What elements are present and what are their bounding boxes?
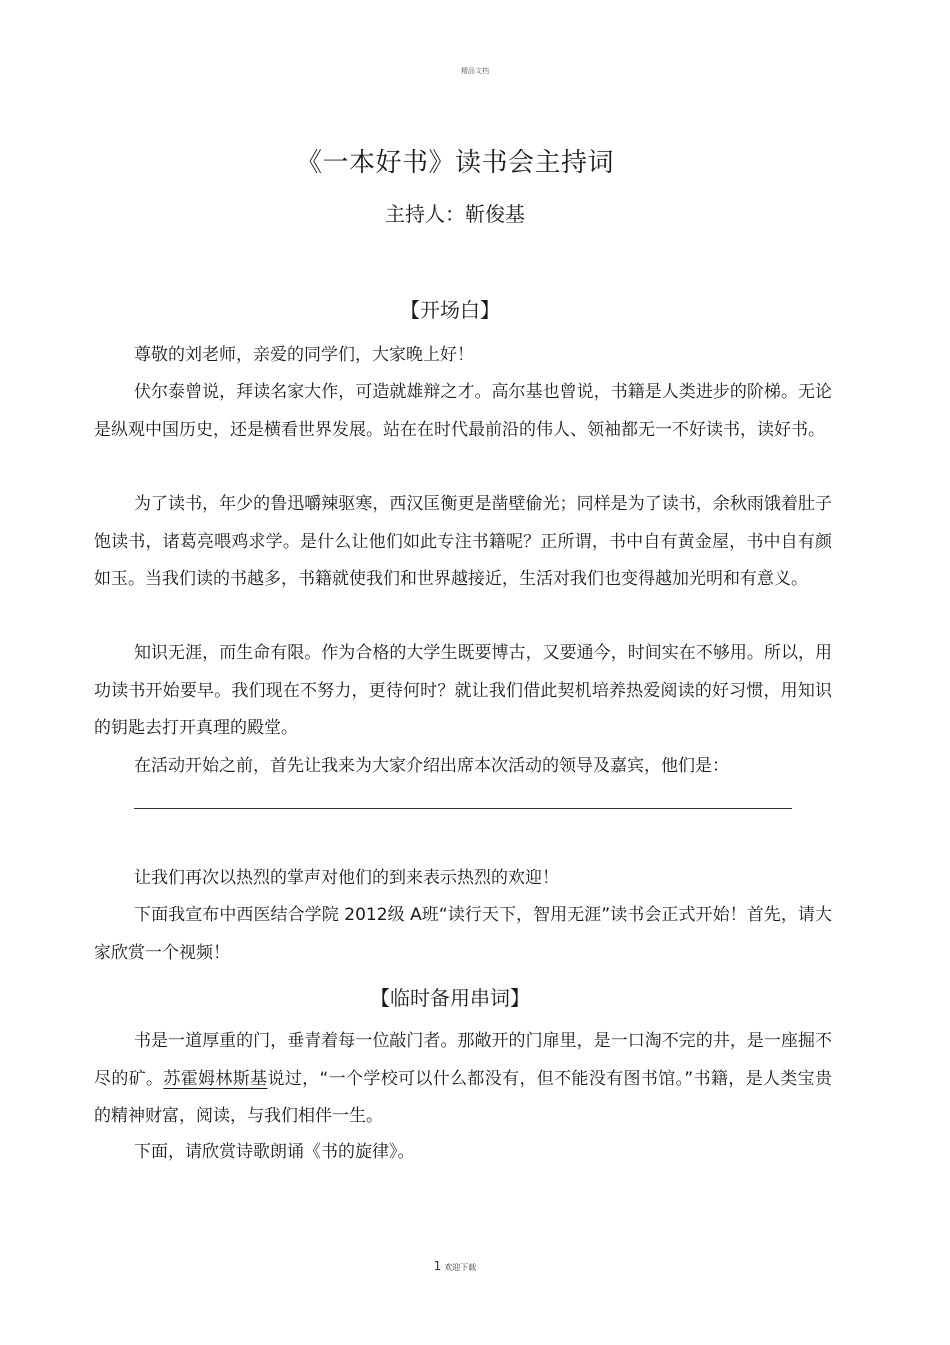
underlined-name: 苏霍姆林斯基 <box>163 1068 268 1089</box>
footer-label: 欢迎下载 <box>444 1263 477 1272</box>
page-title: 《一本好书》读书会主持词 <box>295 148 614 178</box>
page-number: 1 <box>433 1259 442 1273</box>
host-line: 主持人：靳俊基 <box>385 202 525 226</box>
text-segment: 说过，“一个学校可以什么都没有，但不能没有图书馆。”书籍，是人类宝贵的精神财富，阅读，与我们相伴一生。 <box>94 1068 832 1126</box>
paragraph-guest-intro: 在活动开始之前，首先让我来为大家介绍出席本次活动的领导及嘉宾，他们是： <box>134 756 729 776</box>
paragraph-examples: 为了读书，年少的鲁迅嚼辣驱寒，西汉匡衡更是凿壁偷光；同样是为了读书，余秋雨饿着肚子饱读书，诸葛亮喂鸡求学。是什么让他们如此专注书籍呢？正所谓，书中自有黄金屋，书中自有颜如玉。当我们读的书越多，书籍就使我们和世界越接近，生活对我们也变得越加光明和有意义。 <box>94 494 832 589</box>
paragraph-poem-intro: 下面，请欣赏诗歌朗诵《书的旋律》。 <box>134 1142 415 1162</box>
text-segment: 书是一道厚重的门，垂青着每一位敲门者。那敞开的门扉里，是一口淘不完的井，是一座掘不尽的矿。 <box>94 1031 832 1089</box>
section-heading-backup: 【临时备用串词】 <box>370 986 530 1010</box>
page-footer <box>0 1259 910 1273</box>
blank-fill-line <box>134 808 792 809</box>
paragraph-greeting: 尊敬的刘老师，亲爱的同学们，大家晚上好！ <box>134 345 474 365</box>
header-note: 精品文档 <box>461 67 489 75</box>
paragraph-quotes: 伏尔泰曾说，拜读名家大作，可造就雄辩之才。高尔基也曾说，书籍是人类进步的阶梯。无论是纵观中国历史，还是横看世界发展。站在在时代最前沿的伟人、领袖都无一不好读书，读好书。 <box>94 382 832 440</box>
paragraph-announcement: 下面我宣布中西医结合学院 2012级 A班“读行天下，智用无涯”读书会正式开始！首先，请大家欣赏一个视频！ <box>94 905 832 963</box>
paragraph-book-door <box>94 1023 832 1136</box>
paragraph-knowledge: 知识无涯，而生命有限。作为合格的大学生既要博古，又要通今，时间实在不够用。所以，用功读书开始要早。我们现在不努力，更待何时？就让我们借此契机培养热爱阅读的好习惯，用知识的钥匙去打开真理的殿堂。 <box>94 643 832 738</box>
paragraph-welcome: 让我们再次以热烈的掌声对他们的到来表示热烈的欢迎！ <box>134 868 559 888</box>
section-heading-opening: 【开场白】 <box>400 298 500 322</box>
